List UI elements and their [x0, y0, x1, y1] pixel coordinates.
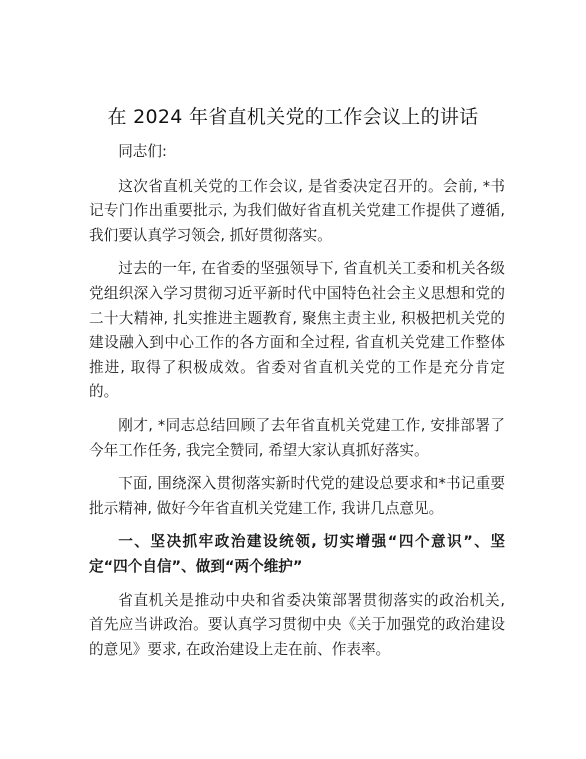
- paragraph: 刚才, *同志总结回顾了去年省直机关党建工作, 安排部署了今年工作任务, 我完全赞同, 希望大家认真抓好落实。: [89, 416, 505, 459]
- paragraph: 这次省直机关党的工作会议, 是省委决定召开的。会前, *书记专门作出重要批示, 为我们做好省直机关党建工作提供了遵循, 我们要认真学习领会, 抓好贯彻落实。: [89, 177, 505, 244]
- document-body: [89, 140, 505, 671]
- paragraph: 下面, 围绕深入贯彻落实新时代党的建设总要求和*书记重要批示精神, 做好今年省直机关党建工作, 我讲几点意见。: [89, 475, 505, 517]
- section-heading: 一、坚决抓牢政治建设统领, 切实增强“四个意识”、坚定“四个自信”、做到“两个维护”: [89, 533, 505, 575]
- paragraph: 过去的一年, 在省委的坚强领导下, 省直机关工委和机关各级党组织深入学习贯彻习近平新时代中国特色社会主义思想和党的二十大精神, 扎实推进主题教育, 聚焦主责主业, 积极把机关党的建设融入到中心工作的各方面和全过程, 省直机关党建工作整体推进, 取得了积极成效。省委对省直机关党的工作是充分肯定的。: [89, 260, 505, 401]
- document-title: 在 2024 年省直机关党的工作会议上的讲话: [107, 106, 479, 128]
- salutation: 同志们:: [118, 143, 167, 160]
- paragraph: 省直机关是推动中央和省委决策部署贯彻落实的政治机关, 首先应当讲政治。要认真学习贯彻中央《关于加强党的政治建设的意见》要求, 在政治建设上走在前、作表率。: [89, 591, 505, 658]
